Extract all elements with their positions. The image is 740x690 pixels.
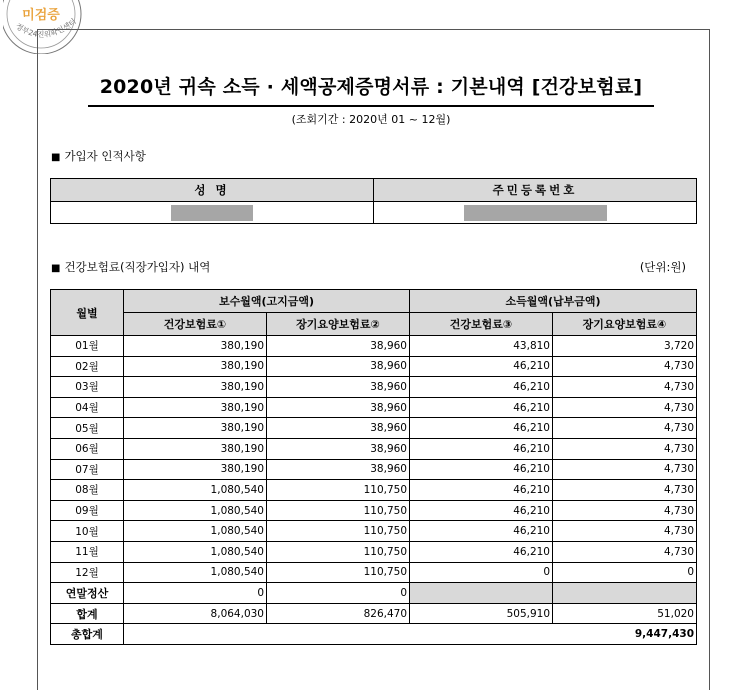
amount-cell: 380,190 — [124, 459, 267, 480]
amount-cell: 46,210 — [410, 500, 553, 521]
amount-cell: 110,750 — [267, 521, 410, 542]
amount-cell: 110,750 — [267, 480, 410, 501]
amount-cell: 46,210 — [410, 377, 553, 398]
amount-cell: 380,190 — [124, 377, 267, 398]
amount-cell: 0 — [553, 562, 697, 583]
subscriber-table — [50, 178, 697, 224]
amount-cell: 46,210 — [410, 480, 553, 501]
grand-total-value: 9,447,430 — [124, 624, 697, 645]
amount-cell: 38,960 — [267, 377, 410, 398]
amount-cell: 110,750 — [267, 541, 410, 562]
svg-text:미검증: 미검증 — [22, 8, 60, 23]
amount-cell: 1,080,540 — [124, 480, 267, 501]
table-row — [51, 500, 697, 521]
amount-cell: 110,750 — [267, 562, 410, 583]
amount-cell: 38,960 — [267, 356, 410, 377]
amount-cell: 4,730 — [553, 377, 697, 398]
month-cell: 02월 — [51, 356, 124, 377]
resident-number-redacted — [374, 202, 697, 224]
table-row — [51, 480, 697, 501]
col-header: 건강보험료① — [124, 313, 267, 336]
section-title: 가입자 인적사항 — [64, 149, 146, 163]
month-cell: 11월 — [51, 541, 124, 562]
query-period: (조회기간 : 2020년 01 ~ 12월) — [291, 113, 451, 126]
total-c3: 505,910 — [410, 603, 553, 624]
table-row — [51, 541, 697, 562]
month-cell: 10월 — [51, 521, 124, 542]
total-c4: 51,020 — [553, 603, 697, 624]
col-header: 건강보험료③ — [410, 313, 553, 336]
table-row — [51, 336, 697, 357]
amount-cell: 1,080,540 — [124, 500, 267, 521]
table-row — [51, 459, 697, 480]
grand-total-label: 총합계 — [51, 624, 124, 645]
unit-label: (단위:원) — [639, 260, 686, 274]
month-header: 월별 — [51, 290, 124, 336]
col-header: 장기요양보험료④ — [553, 313, 697, 336]
month-cell: 04월 — [51, 397, 124, 418]
amount-cell: 46,210 — [410, 438, 553, 459]
resident-number-header: 주민등록번호 — [374, 179, 697, 202]
amount-cell: 4,730 — [553, 418, 697, 439]
amount-cell: 380,190 — [124, 418, 267, 439]
month-cell: 09월 — [51, 500, 124, 521]
total-label: 합계 — [51, 603, 124, 624]
amount-cell: 0 — [410, 562, 553, 583]
amount-cell: 4,730 — [553, 438, 697, 459]
amount-cell: 380,190 — [124, 397, 267, 418]
amount-cell: 43,810 — [410, 336, 553, 357]
amount-cell: 380,190 — [124, 438, 267, 459]
amount-cell: 38,960 — [267, 336, 410, 357]
name-value-redacted — [51, 202, 374, 224]
month-cell: 01월 — [51, 336, 124, 357]
table-row — [51, 397, 697, 418]
section-title: 건강보험료(직장가입자) 내역 — [64, 260, 211, 274]
group-header-salary: 보수월액(고지금액) — [124, 290, 410, 313]
table-row — [51, 562, 697, 583]
group-header-income: 소득월액(납부금액) — [410, 290, 697, 313]
year-end-c4-empty — [553, 583, 697, 604]
amount-cell: 46,210 — [410, 459, 553, 480]
square-bullet-icon: ■ — [51, 263, 61, 274]
total-c1: 8,064,030 — [124, 603, 267, 624]
year-end-c3-empty — [410, 583, 553, 604]
col-header: 장기요양보험료② — [267, 313, 410, 336]
name-header: 성 명 — [51, 179, 374, 202]
amount-cell: 46,210 — [410, 418, 553, 439]
year-end-c2: 0 — [267, 583, 410, 604]
amount-cell: 4,730 — [553, 356, 697, 377]
year-end-c1: 0 — [124, 583, 267, 604]
svg-text:정부24진위확인센터: 정부24진위확인센터 — [13, 16, 78, 40]
section-subscriber-info — [51, 148, 146, 164]
amount-cell: 4,730 — [553, 459, 697, 480]
amount-cell: 1,080,540 — [124, 562, 267, 583]
amount-cell: 38,960 — [267, 397, 410, 418]
amount-cell: 38,960 — [267, 418, 410, 439]
table-row — [51, 418, 697, 439]
amount-cell: 380,190 — [124, 356, 267, 377]
table-row — [51, 377, 697, 398]
amount-cell: 46,210 — [410, 356, 553, 377]
amount-cell: 46,210 — [410, 397, 553, 418]
premium-table — [50, 289, 697, 645]
amount-cell: 110,750 — [267, 500, 410, 521]
title-underline — [88, 105, 654, 107]
amount-cell: 4,730 — [553, 397, 697, 418]
amount-cell: 1,080,540 — [124, 521, 267, 542]
section-premium-details — [51, 259, 210, 275]
month-cell: 03월 — [51, 377, 124, 398]
table-row — [51, 356, 697, 377]
month-cell: 06월 — [51, 438, 124, 459]
total-c2: 826,470 — [267, 603, 410, 624]
amount-cell: 3,720 — [553, 336, 697, 357]
amount-cell: 46,210 — [410, 541, 553, 562]
amount-cell: 4,730 — [553, 541, 697, 562]
month-cell: 07월 — [51, 459, 124, 480]
month-cell: 08월 — [51, 480, 124, 501]
amount-cell: 38,960 — [267, 438, 410, 459]
month-cell: 05월 — [51, 418, 124, 439]
amount-cell: 46,210 — [410, 521, 553, 542]
table-row — [51, 521, 697, 542]
document-title: 2020년 귀속 소득 · 세액공제증명서류 : 기본내역 [건강보험료] — [99, 76, 643, 98]
month-cell: 12월 — [51, 562, 124, 583]
amount-cell: 4,730 — [553, 500, 697, 521]
amount-cell: 1,080,540 — [124, 541, 267, 562]
amount-cell: 380,190 — [124, 336, 267, 357]
year-end-label: 연말정산 — [51, 583, 124, 604]
table-row — [51, 438, 697, 459]
amount-cell: 38,960 — [267, 459, 410, 480]
square-bullet-icon: ■ — [51, 152, 61, 163]
amount-cell: 4,730 — [553, 480, 697, 501]
amount-cell: 4,730 — [553, 521, 697, 542]
